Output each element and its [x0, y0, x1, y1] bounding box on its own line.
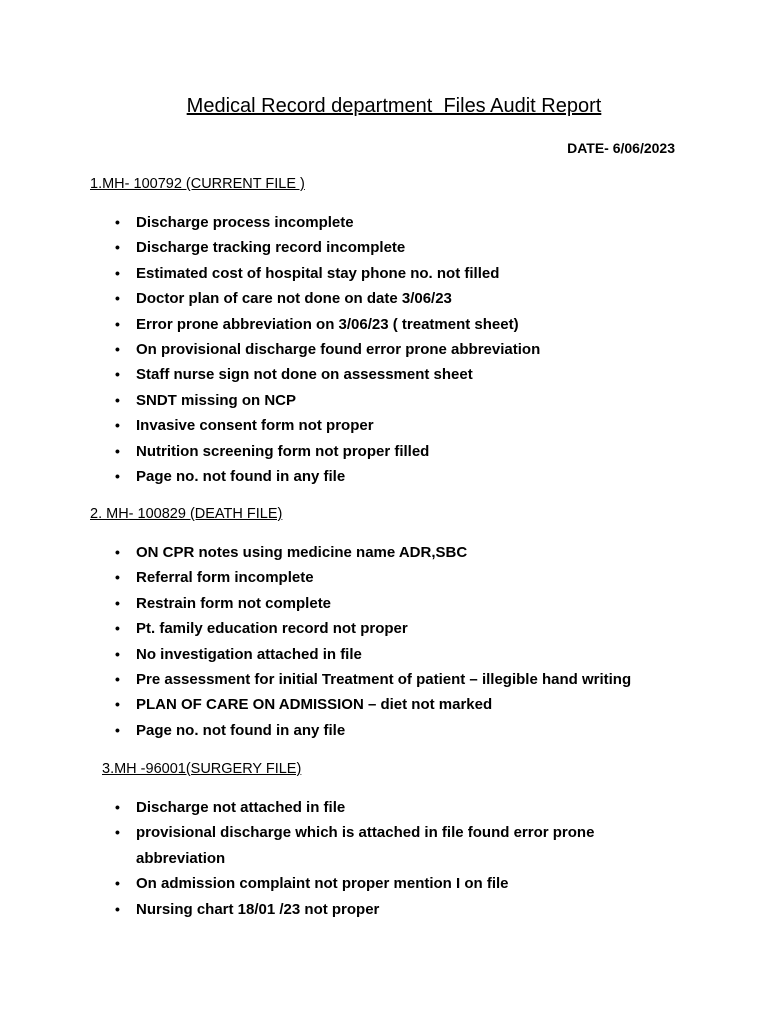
bullet-icon: •	[115, 645, 120, 662]
list-item: • Error prone abbreviation on 3/06/23 ( treatment sheet)	[112, 312, 676, 337]
list-item: • Restrain form not complete	[112, 591, 676, 616]
section-heading-death-file: 2. MH- 100829 (DEATH FILE)	[90, 506, 283, 522]
list-item: • Estimated cost of hospital stay phone no. not filled	[112, 261, 676, 286]
section-list-death-file	[112, 540, 676, 743]
list-item: • Referral form incomplete	[112, 565, 676, 590]
page-title: Medical Record department Files Audit Report	[186, 95, 602, 117]
bullet-icon: •	[115, 875, 120, 892]
list-item: • Discharge not attached in file	[112, 795, 676, 820]
bullet-icon: •	[115, 214, 120, 230]
list-item: • Invasive consent form not proper	[112, 413, 676, 438]
bullet-icon: •	[115, 417, 120, 434]
list-item: • ON CPR notes using medicine name ADR,SBC	[112, 540, 676, 565]
bullet-icon: •	[115, 315, 120, 332]
bullet-icon: •	[115, 620, 120, 637]
section-heading-surgery-file: 3.MH -96001(SURGERY FILE)	[102, 761, 302, 777]
list-item: • Discharge process incomplete	[112, 210, 676, 235]
bullet-icon: •	[115, 290, 120, 307]
list-item: • Discharge tracking record incomplete	[112, 235, 676, 260]
bullet-icon: •	[115, 721, 120, 738]
bullet-icon: •	[115, 239, 120, 256]
bullet-icon: •	[115, 824, 120, 841]
bullet-icon: •	[115, 391, 120, 408]
bullet-icon: •	[115, 264, 120, 281]
list-item: • PLAN OF CARE ON ADMISSION – diet not marked	[112, 692, 676, 717]
bullet-icon: •	[115, 696, 120, 713]
bullet-icon: •	[115, 671, 120, 688]
section-list-surgery-file	[112, 795, 676, 922]
list-item: • Nutrition screening form not proper filled	[112, 439, 676, 464]
bullet-icon: •	[115, 544, 120, 560]
list-item: • Page no. not found in any file	[112, 464, 676, 489]
bullet-icon: •	[115, 569, 120, 586]
list-item: • Staff nurse sign not done on assessment sheet	[112, 362, 676, 387]
list-item: • On provisional discharge found error prone abbreviation	[112, 337, 676, 362]
list-item: • Doctor plan of care not done on date 3/06/23	[112, 286, 676, 311]
list-item: • Nursing chart 18/01 /23 not proper	[112, 897, 676, 922]
list-item: • Page no. not found in any file	[112, 718, 676, 743]
bullet-icon: •	[115, 468, 120, 485]
list-item: • provisional discharge which is attached in file found error prone abbreviation	[112, 820, 636, 871]
list-item: • SNDT missing on NCP	[112, 388, 676, 413]
report-date: DATE- 6/06/2023	[567, 140, 675, 156]
section-heading-current-file: 1.MH- 100792 (CURRENT FILE )	[90, 176, 305, 192]
bullet-icon: •	[115, 799, 120, 815]
list-item: • Pre assessment for initial Treatment of patient – illegible hand writing	[112, 667, 676, 692]
list-item: • No investigation attached in file	[112, 642, 676, 667]
section-list-current-file	[112, 210, 676, 489]
list-item: • Pt. family education record not proper	[112, 616, 676, 641]
bullet-icon: •	[115, 366, 120, 383]
bullet-icon: •	[115, 594, 120, 611]
bullet-icon: •	[115, 341, 120, 358]
bullet-icon: •	[115, 900, 120, 917]
bullet-icon: •	[115, 442, 120, 459]
list-item: • On admission complaint not proper mention I on file	[112, 871, 676, 896]
